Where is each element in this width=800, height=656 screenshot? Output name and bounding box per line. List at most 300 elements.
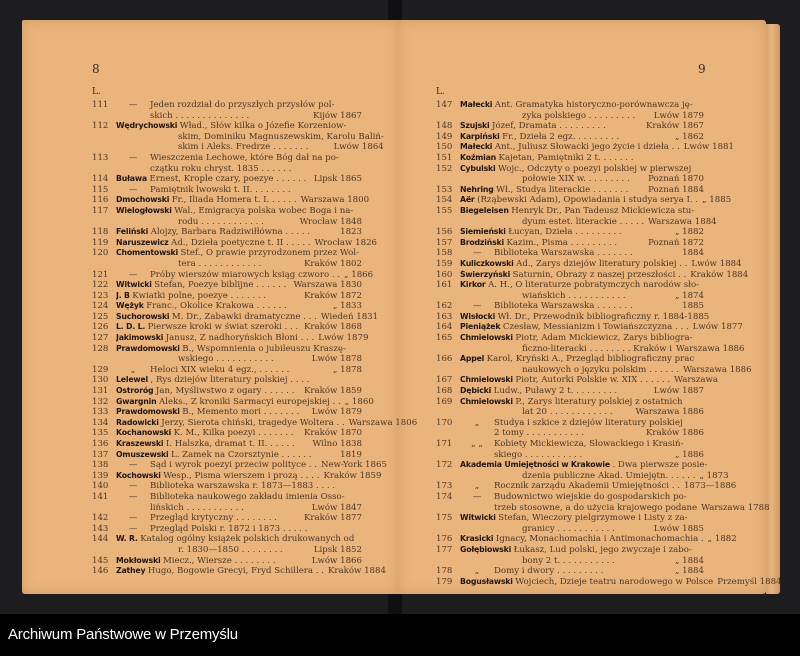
entry-title: Jeden rozdział do przyszłych przysłów pol- bbox=[150, 100, 335, 110]
entry-place-year: Przemyśl 1884 bbox=[717, 576, 782, 587]
entry-row bbox=[92, 185, 362, 196]
entry-place-year: Wiedeń 1831 bbox=[320, 311, 379, 322]
entry-author: Bogusławski bbox=[460, 576, 516, 586]
entry-row bbox=[92, 153, 362, 174]
entry-title: Aleks., Z kroniki Sarmacyi europejskiej . . bbox=[158, 396, 341, 407]
entry-title: lińskich . . . . . . . . . . . bbox=[150, 502, 244, 513]
entry-number: 115 bbox=[92, 184, 109, 195]
entry-number: 142 bbox=[92, 513, 109, 524]
entry-number: 122 bbox=[92, 280, 109, 291]
entry-row bbox=[92, 524, 362, 535]
entry-author: Świerzyński bbox=[460, 269, 513, 279]
entry-place-year: Kraków 1884 bbox=[327, 566, 386, 577]
entry-number: 168 bbox=[436, 386, 453, 397]
entry-author: Appel bbox=[460, 354, 487, 364]
column-label-right: L. bbox=[436, 87, 445, 97]
entry-title: Biblioteka Warszawska . . . . . . . bbox=[494, 301, 633, 312]
entry-title: Jerzy, Sierota chiński, tragedye Woltera . . bbox=[161, 417, 345, 428]
entry-number: 158 bbox=[436, 248, 453, 259]
entry-title: połowie XIX w. . . . . . . . . bbox=[522, 174, 630, 185]
entry-number: 178 bbox=[436, 566, 453, 577]
entry-number: 150 bbox=[436, 142, 453, 153]
entry-number: 139 bbox=[92, 470, 109, 481]
entry-author: Dmochowski bbox=[116, 195, 172, 205]
entry-row bbox=[436, 132, 704, 143]
entry-number: 175 bbox=[436, 513, 453, 524]
entry-row bbox=[92, 365, 362, 376]
entry-title: Ant. Gramatyka historyczno-porównawcza ję- bbox=[494, 100, 693, 110]
entry-number: 169 bbox=[436, 396, 453, 407]
entry-place-year: Warszawa 1800 bbox=[300, 195, 370, 206]
entry-author: Siemieński bbox=[460, 227, 509, 237]
entry-row bbox=[436, 311, 710, 323]
entry-number: 160 bbox=[436, 269, 453, 280]
entry-row bbox=[436, 258, 742, 270]
entry-number: 171 bbox=[436, 439, 453, 449]
entry-number: 129 bbox=[92, 364, 109, 375]
entry-title: Franc., Okolice Krakowa . . . . . . bbox=[146, 301, 287, 312]
entry-title: Fr., Dzieła 2 egz. . . . . . . . . bbox=[502, 131, 620, 142]
entry-number: 123 bbox=[92, 290, 109, 301]
entry-place-year: Kraków 1886 bbox=[646, 428, 704, 439]
entry-number: 118 bbox=[92, 227, 109, 238]
entry-place-year: Lwów 1881 bbox=[683, 142, 734, 153]
entry-title: Próby wierszów miarowych ksiąg czworo . . bbox=[150, 269, 341, 280]
entry-place-year: „ 1886 bbox=[674, 449, 704, 460]
entry-title: Przegląd Polski r. 1872 i 1873 . . . . . bbox=[150, 523, 308, 534]
entry-title: skiego . . . . . . . . . . . bbox=[494, 449, 583, 460]
entry-row bbox=[436, 205, 717, 227]
entry-title: P., Zarys literatury polskiej z ostatnich bbox=[515, 396, 683, 407]
entry-author: Karpiński bbox=[460, 131, 503, 141]
entry-number: 130 bbox=[92, 375, 109, 386]
entry-title: naukowych o języku polskim . . . . . . bbox=[522, 364, 680, 375]
entry-number: 148 bbox=[436, 121, 453, 132]
entry-row bbox=[92, 333, 369, 344]
entry-row bbox=[92, 311, 379, 323]
archive-name: Archiwum Państwowe w Przemyślu bbox=[8, 626, 238, 643]
entry-place-year: Kraków 1859 bbox=[323, 470, 382, 481]
entry-row bbox=[436, 439, 704, 460]
entry-title: Kajetan, Pamiętniki 2 t. . . . . . . bbox=[498, 152, 634, 163]
entry-number: 131 bbox=[92, 386, 109, 397]
entry-author: Nehring bbox=[460, 184, 497, 194]
ditto-mark: — bbox=[128, 460, 138, 471]
entry-author: Prawdomowski bbox=[116, 407, 183, 417]
entry-title: Jan, Myśliwstwo z ogary . . . . . . bbox=[155, 386, 295, 397]
entry-title: A. H., O literaturze pobratymczych narodów sło- bbox=[488, 280, 700, 291]
entry-author: J. B bbox=[116, 290, 133, 300]
entry-row bbox=[436, 195, 732, 206]
entry-number: 125 bbox=[92, 311, 109, 322]
entry-number: 127 bbox=[92, 333, 109, 344]
entry-title: dyum estet. literackie . . . . . bbox=[522, 216, 645, 227]
entry-row bbox=[92, 322, 362, 333]
entry-row bbox=[436, 322, 743, 333]
entry-author: Biegeleisen bbox=[460, 205, 512, 215]
entry-number: 179 bbox=[436, 576, 453, 587]
entry-title: bony 2 t. . . . . . . . . . . bbox=[522, 555, 615, 566]
entry-place-year: Kraków 1877 bbox=[304, 513, 362, 524]
entry-place-year: 1873—1886 bbox=[683, 481, 737, 492]
entry-title: Piotr, Autorki Polskie w. XIX . . . . . . bbox=[515, 375, 671, 386]
entry-number: 173 bbox=[436, 481, 453, 492]
entry-row bbox=[92, 269, 374, 281]
entry-row bbox=[436, 576, 782, 588]
entry-title: Miecz., Wiersze . . . . . . . . bbox=[162, 555, 276, 566]
entry-title: Domy i dwory . . . . . . . . . bbox=[494, 566, 604, 577]
entry-place-year: New-York 1865 bbox=[320, 460, 387, 471]
entry-number: 163 bbox=[436, 311, 453, 322]
ditto-mark: — bbox=[128, 184, 138, 195]
entry-row bbox=[92, 386, 362, 397]
entry-title: L. Zamek na Czorsztynie . . . . . . bbox=[171, 449, 312, 460]
entry-row bbox=[436, 418, 704, 439]
entry-number: 145 bbox=[92, 555, 109, 566]
entry-place-year: Lwów 1879 bbox=[653, 110, 704, 121]
entry-place-year: „ 1882 bbox=[674, 227, 704, 238]
entry-title: Józef, Dramata . . . . . . . . . bbox=[492, 121, 606, 132]
entry-place-year: Warszawa 1830 bbox=[293, 280, 362, 291]
entry-row bbox=[92, 417, 418, 429]
entry-place-year: „ 1873 bbox=[699, 470, 729, 481]
entry-title: Katalog ogólny książek polskich drukowanych od bbox=[140, 534, 355, 545]
ditto-mark: — bbox=[128, 481, 138, 492]
entry-author: Naruszewicz bbox=[116, 237, 171, 247]
entry-title: I. Halszka, dramat t. II. . . . . . bbox=[165, 439, 295, 449]
entry-place-year: Wilno 1838 bbox=[312, 439, 362, 449]
entry-number: 172 bbox=[436, 460, 453, 471]
entry-row bbox=[436, 491, 770, 513]
entry-author: Mokłowski bbox=[116, 555, 163, 565]
entry-place-year: Poznań 1872 bbox=[648, 237, 704, 248]
entry-row bbox=[436, 100, 704, 121]
entry-place-year: Kraków 1884 bbox=[690, 269, 749, 280]
page-number-left: 8 bbox=[92, 62, 100, 76]
entry-author: Radowicki bbox=[116, 417, 162, 427]
entry-place-year: Kraków 1868 bbox=[304, 322, 362, 333]
entry-place-year: Wrocław 1848 bbox=[299, 216, 362, 227]
entry-row bbox=[436, 280, 704, 301]
entry-place-year: Lwów 1884 bbox=[691, 258, 742, 269]
entry-row bbox=[436, 269, 749, 281]
entry-place-year: 1823 bbox=[340, 227, 362, 238]
entry-place-year: „ 1833 bbox=[332, 301, 362, 312]
entry-number: 132 bbox=[92, 396, 109, 407]
book-spine-bottom bbox=[388, 594, 402, 614]
entry-title: skim i Aleks. Fredrze . . . . . . . bbox=[178, 142, 309, 153]
entry-author: Buława bbox=[116, 174, 150, 184]
entry-row bbox=[436, 185, 704, 196]
entry-place-year: Kraków 1802 bbox=[304, 258, 362, 269]
entry-author: Akademia Umiejętności w Krakowie bbox=[460, 460, 613, 470]
entry-row bbox=[436, 566, 704, 577]
ditto-mark: „ bbox=[130, 364, 136, 375]
entry-row bbox=[92, 237, 378, 249]
entry-row bbox=[436, 481, 737, 492]
entry-author: Wędrychowski bbox=[116, 121, 180, 131]
entry-row bbox=[92, 206, 362, 227]
entry-number: 136 bbox=[92, 439, 109, 449]
entry-number: 164 bbox=[436, 322, 453, 333]
entry-place-year: „ 1878 bbox=[332, 364, 362, 375]
entry-row bbox=[436, 301, 704, 312]
entry-place-year: Warszawa 1884 bbox=[648, 216, 717, 227]
entry-title: Łukasz, Lud polski, jego zwyczaje i zabo- bbox=[513, 544, 692, 555]
entry-title: Stefan, Poezye biblijne . . . . . . bbox=[154, 280, 287, 291]
entry-title: Ignacy, Monachomachia i Antimonachomachia . bbox=[495, 534, 704, 545]
entry-row bbox=[92, 121, 384, 153]
entry-row bbox=[92, 492, 362, 513]
entry-title: wskiego . . . . . . . . . . . bbox=[178, 354, 274, 365]
entry-number: 137 bbox=[92, 449, 109, 460]
entry-number: 141 bbox=[92, 491, 109, 502]
entry-title: Henryk Dr., Pan Tadeusz Mickiewicza stu- bbox=[511, 205, 695, 216]
entry-row bbox=[92, 301, 362, 312]
entry-title: Wład., Słów kilka o Józefie Korzeniow- bbox=[179, 121, 347, 132]
entry-number: 120 bbox=[92, 248, 109, 259]
entry-number: 149 bbox=[436, 131, 453, 142]
entry-number: 167 bbox=[436, 375, 453, 386]
entry-author: Wisłocki bbox=[460, 311, 498, 321]
entry-author: Feliński bbox=[116, 227, 151, 237]
entry-title: Kazim., Pisma . . . . . . . . . bbox=[506, 237, 618, 248]
ditto-mark: „ bbox=[474, 417, 480, 428]
entry-row bbox=[436, 121, 704, 132]
entry-title: czątku roku chryst. 1835 . . . . . . bbox=[150, 163, 292, 174]
entry-author: Cybulski bbox=[460, 163, 499, 173]
page-number-right: 9 bbox=[698, 62, 706, 76]
entry-row bbox=[92, 450, 362, 461]
entry-number: 116 bbox=[92, 195, 109, 206]
ditto-mark: „ bbox=[474, 481, 480, 492]
entry-row bbox=[92, 566, 386, 577]
entry-title: (Rząbewski Adam), Opowiadania i studya serya I. . bbox=[477, 195, 699, 206]
entry-author: Krasicki bbox=[460, 534, 496, 544]
entry-number: 156 bbox=[436, 227, 453, 238]
entry-number: 140 bbox=[92, 481, 109, 492]
entry-place-year: Lwów 1879 bbox=[318, 333, 369, 344]
ditto-mark: — bbox=[128, 513, 138, 524]
entry-number: 111 bbox=[92, 100, 109, 110]
entry-author: Kraszewski bbox=[116, 439, 166, 448]
entry-number: 135 bbox=[92, 428, 109, 439]
entry-title: Wieszczenia Lechowe, które Bóg dał na po- bbox=[150, 152, 339, 163]
entry-author: Ostroróg bbox=[116, 386, 156, 396]
entry-author: Koźmian bbox=[460, 152, 499, 162]
entry-place-year: „ 1884 bbox=[674, 566, 704, 577]
entry-title: trzeb stosowne, a do użycia krajowego podane bbox=[494, 502, 698, 513]
entry-title: r. 1830—1850 . . . . . . . . bbox=[178, 544, 283, 555]
entry-author: Prawdomowski bbox=[116, 343, 183, 353]
entry-place-year: Lwów 1887 bbox=[653, 386, 704, 397]
entry-number: 112 bbox=[92, 121, 109, 132]
entry-title: B., Wspomnienia o jubileuszu Kraszę- bbox=[182, 343, 346, 354]
entry-row bbox=[92, 470, 382, 482]
entry-row bbox=[92, 481, 362, 492]
entry-row bbox=[436, 142, 734, 153]
entry-title: Wł., Studya literackie . . . . . . . bbox=[496, 184, 629, 195]
entry-place-year: Kraków 1870 bbox=[304, 428, 362, 439]
entry-number: 144 bbox=[92, 534, 109, 545]
entry-title: K. M., Kilka poezyi . . . . . . . bbox=[173, 428, 294, 439]
entry-place-year: Lwów 1878 bbox=[311, 354, 362, 365]
entry-title: Biblioteka naukowego zakładu imienia Osso- bbox=[150, 491, 345, 502]
ditto-mark: „ „ bbox=[471, 439, 483, 449]
entry-number: 152 bbox=[436, 163, 453, 174]
entry-number: 151 bbox=[436, 152, 453, 163]
entry-place-year: „ 1862 bbox=[674, 131, 704, 142]
entry-place-year: „ 1884 bbox=[674, 555, 704, 566]
entry-title: Wojc., Odczyty o poezyi polskiej w pierwszej bbox=[498, 163, 692, 174]
entry-row bbox=[436, 375, 718, 386]
entry-number: 153 bbox=[436, 184, 453, 195]
entry-place-year: Lipsk 1865 bbox=[313, 174, 362, 185]
entry-title: Kwiatki polne, poezye . . . . . . . bbox=[132, 290, 267, 301]
entry-number: 155 bbox=[436, 205, 453, 216]
entry-title: Budownictwo wiejskie do gospodarskich po- bbox=[494, 491, 687, 502]
entry-author: Gwargnin bbox=[116, 396, 159, 406]
entry-title: tera . . . . . . . . . . . . bbox=[178, 258, 262, 269]
entry-place-year: „ 1885 bbox=[702, 195, 732, 206]
entry-author: Wężyk bbox=[116, 301, 147, 311]
entry-number: 166 bbox=[436, 354, 453, 365]
entry-row bbox=[436, 386, 704, 397]
entry-title: Piotr, Adam Mickiewicz, Zarys bibliogra- bbox=[515, 333, 693, 344]
entry-place-year: „ 1866 bbox=[344, 269, 374, 280]
ditto-mark: — bbox=[128, 491, 138, 502]
entry-number: 113 bbox=[92, 152, 109, 163]
entry-author: Witwicki bbox=[116, 280, 155, 290]
entry-title: Heloci XIX wieku 4 egz., . . . . . . bbox=[150, 364, 290, 375]
entry-place-year: „ 1882 bbox=[707, 534, 737, 545]
entry-number: 147 bbox=[436, 100, 453, 110]
entry-row bbox=[92, 396, 374, 408]
entry-row bbox=[436, 534, 737, 545]
entry-number: 134 bbox=[92, 417, 109, 428]
entry-author: Omuszewski bbox=[116, 449, 171, 459]
entry-place-year: Poznań 1870 bbox=[648, 174, 704, 185]
entry-title: Janusz, Z nadhoryńskich Błoni . . . bbox=[165, 333, 315, 344]
entry-author: Zathey bbox=[116, 566, 148, 576]
entry-place-year: Lwów 1877 bbox=[692, 322, 743, 333]
entry-author: Szujski bbox=[460, 121, 492, 131]
entry-title: Biblioteka Warszawska . . . . . . . bbox=[494, 248, 633, 259]
entry-row bbox=[436, 460, 729, 481]
entry-author: Witwicki bbox=[460, 513, 499, 523]
entry-place-year: „ 1860 bbox=[344, 396, 374, 407]
entry-place-year: Warszawa 1886 bbox=[676, 343, 745, 354]
entry-title: Wesp., Pisma wierszem i prozą . . . . bbox=[163, 470, 320, 481]
entry-row bbox=[436, 248, 704, 259]
entry-title: B., Memento mori . . . . . . . bbox=[182, 407, 300, 418]
entry-number: 121 bbox=[92, 269, 109, 280]
entry-place-year: Kraków 1872 bbox=[304, 290, 362, 301]
entry-row bbox=[436, 238, 704, 249]
entry-author: Chmielowski bbox=[460, 396, 516, 406]
entry-row bbox=[436, 545, 704, 566]
entry-row bbox=[436, 227, 704, 238]
entry-title: skich . . . . . . . . . . . . . . bbox=[150, 110, 250, 121]
entry-title: Studya i szkice z dziejów literatury polskiej bbox=[494, 417, 683, 428]
entry-number: 133 bbox=[92, 407, 109, 418]
entry-place-year: „ 1874 bbox=[674, 290, 704, 301]
entry-number: 126 bbox=[92, 322, 109, 333]
entry-number: 177 bbox=[436, 544, 453, 555]
entry-row bbox=[92, 280, 362, 291]
ditto-mark: — bbox=[472, 248, 482, 259]
entry-number: 176 bbox=[436, 534, 453, 545]
entry-title: Pierwsze kroki w świat szeroki . . . bbox=[147, 322, 299, 333]
entry-title: ficzno-literacki . . . . . . . . Kraków i bbox=[522, 343, 673, 354]
entry-row bbox=[92, 513, 362, 524]
entry-author: Chmielowski bbox=[460, 375, 516, 385]
entry-author: Dębicki bbox=[460, 386, 494, 396]
entry-row bbox=[92, 100, 362, 121]
entry-author: Jakimowski bbox=[116, 333, 166, 343]
entry-row bbox=[92, 248, 362, 269]
entry-title: Kobiety Mickiewicza, Słowackiego i Krasiń- bbox=[494, 439, 684, 449]
entry-place-year: Lwów 1885 bbox=[653, 523, 704, 534]
entry-row bbox=[436, 333, 745, 354]
entry-title: Ludw., Puławy 2 t. . . . . . . . . bbox=[493, 386, 618, 397]
entry-title: Czesław, Messianizm i Towiańszczyzna . . . bbox=[502, 322, 689, 333]
entry-number: 162 bbox=[436, 301, 453, 312]
entry-place-year: Warszawa bbox=[674, 375, 718, 386]
ditto-mark: — bbox=[128, 269, 138, 280]
entry-author: Aër bbox=[460, 195, 478, 205]
entry-place-year: Warszawa 1886 bbox=[635, 407, 704, 418]
entry-title: Ant., Juliusz Słowacki jego życie i dzieła . . bbox=[494, 142, 680, 153]
entry-row bbox=[92, 227, 362, 238]
entry-author: W. R. bbox=[116, 534, 141, 544]
entry-title: Karol, Kryński A., Przegląd bibliograficzny prac bbox=[486, 354, 695, 365]
entry-title: Wojciech, Dzieje teatru narodowego w Polsce bbox=[515, 576, 714, 587]
entry-title: Ad., Zarys dziejów literatury polskiej . . bbox=[516, 258, 688, 269]
entry-number: 174 bbox=[436, 491, 453, 502]
entry-title: Biblioteka warszawska r. 1873—1883 . . . . bbox=[150, 481, 336, 492]
entry-row bbox=[92, 407, 362, 418]
entry-title: Wal., Emigracya polska wobec Boga i na- bbox=[174, 205, 354, 216]
entry-title: Alojzy, Barbara Radziwiłłówna . . . . . bbox=[150, 227, 310, 238]
entry-place-year: Kijów 1867 bbox=[313, 110, 362, 121]
entry-author: Wielogłowski bbox=[116, 205, 175, 215]
entry-author: Suchorowski bbox=[116, 311, 172, 321]
entry-number: 170 bbox=[436, 417, 453, 428]
entry-place-year: Lwów 1879 bbox=[311, 407, 362, 418]
entry-title: Przegląd krytyczny . . . . . . . . bbox=[150, 513, 278, 524]
entry-number: 159 bbox=[436, 258, 453, 269]
entry-row bbox=[92, 344, 362, 365]
entry-title: . Dwa pierwsze posie- bbox=[612, 460, 708, 471]
entries-list-left bbox=[92, 100, 418, 577]
entry-number: 119 bbox=[92, 237, 109, 248]
entry-place-year: Kraków 1867 bbox=[646, 121, 704, 132]
entry-title: granicy . . . . . . . . . . . bbox=[522, 523, 615, 534]
entry-author: Chomentowski bbox=[116, 248, 181, 258]
entry-title: Stef., O prawie przyrodzonem przez Wol- bbox=[180, 248, 359, 259]
entry-author: Małecki bbox=[460, 100, 495, 109]
entry-title: Ad., Dzieła poetyczne t. II . . . . . bbox=[171, 237, 311, 248]
entry-author: Lelewel bbox=[116, 375, 151, 385]
ditto-mark: „ bbox=[474, 566, 480, 577]
entry-title: M. Dr., Zabawki dramatyczne . . . bbox=[171, 311, 317, 322]
entry-number: 165 bbox=[436, 333, 453, 344]
entry-author: Kochanowski bbox=[116, 428, 174, 438]
entry-number: 114 bbox=[92, 174, 109, 185]
entry-row bbox=[436, 354, 752, 375]
entry-number: 143 bbox=[92, 523, 109, 534]
